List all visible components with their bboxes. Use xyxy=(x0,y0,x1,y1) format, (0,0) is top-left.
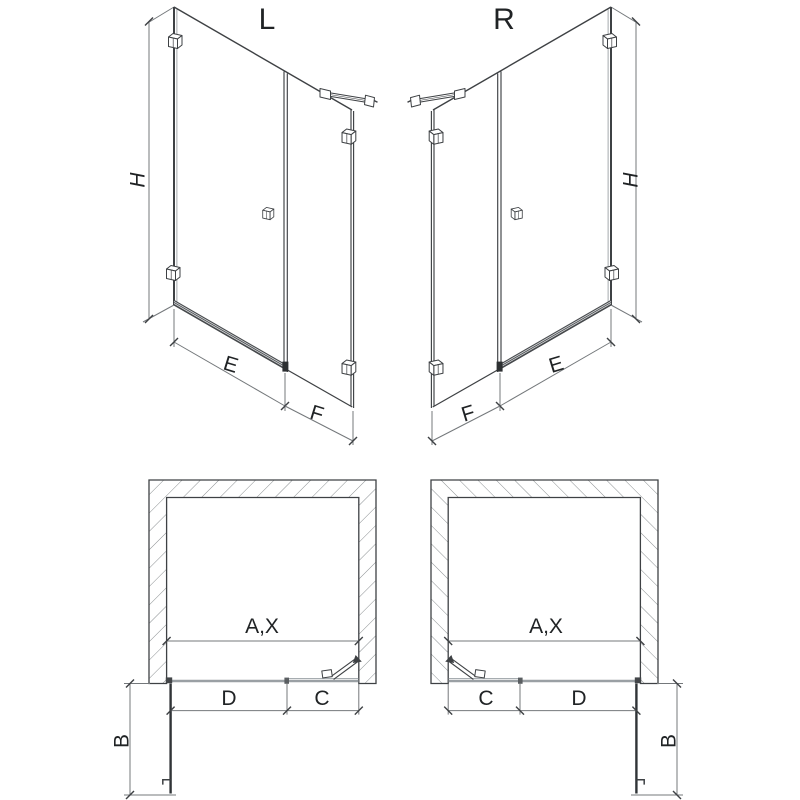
dim-label-panel-plan-right: C xyxy=(478,687,494,710)
dim-label-door-open-left: B xyxy=(110,733,134,749)
plan-right-geometry xyxy=(431,480,683,799)
dim-label-panel-plan-left: C xyxy=(314,687,330,710)
elevation-left-group xyxy=(126,3,377,445)
dim-label-door-width-right: E xyxy=(546,351,567,378)
dim-label-door-open-right: B xyxy=(657,733,681,749)
dim-label-panel-width-right: F xyxy=(458,400,478,427)
elevation-right-geometry xyxy=(408,7,643,445)
dim-label-door-plan-left: D xyxy=(221,687,237,710)
elevation-left-geometry xyxy=(143,7,378,445)
dim-label-height-right: H xyxy=(619,172,643,188)
variant-label-right: R xyxy=(493,3,515,36)
dim-label-panel-width-left: F xyxy=(307,400,327,427)
elevation-right-group xyxy=(408,3,643,445)
dim-label-door-width-left: E xyxy=(220,351,241,378)
dim-label-opening-right: A,X xyxy=(529,615,563,638)
dim-label-opening-left: A,X xyxy=(245,615,279,638)
plan-right-group xyxy=(431,480,683,799)
dim-label-height-left: H xyxy=(126,172,150,188)
dim-label-door-plan-right: D xyxy=(571,687,587,710)
plan-left-group xyxy=(110,480,376,799)
variant-label-left: L xyxy=(258,3,276,36)
plan-left-geometry xyxy=(124,480,376,799)
